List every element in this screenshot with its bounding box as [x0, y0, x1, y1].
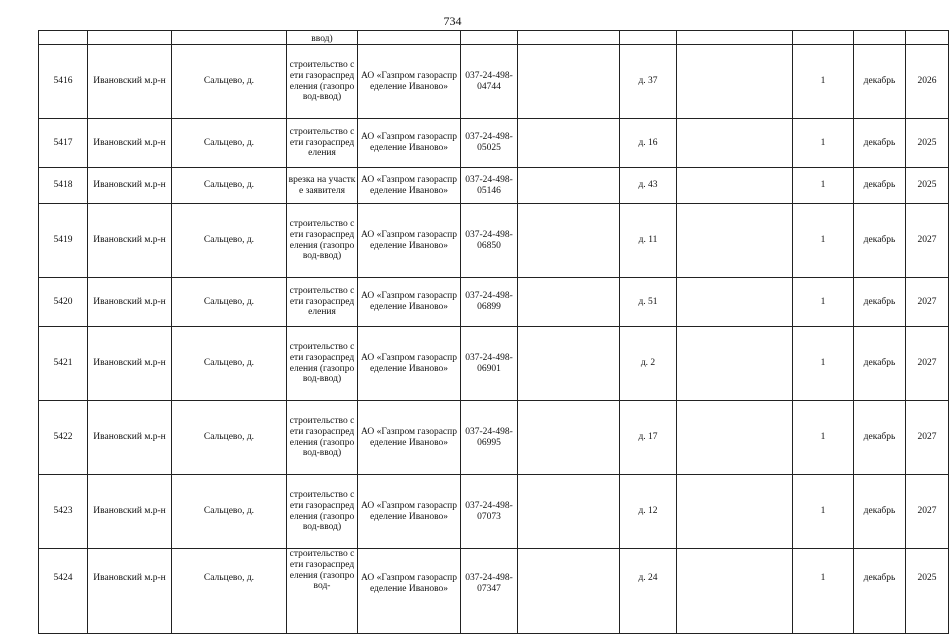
table-row: [39, 401, 949, 475]
cell-quantity: 1: [793, 204, 854, 278]
cell-empty: [518, 119, 620, 168]
cell-address: д. 12: [620, 475, 677, 549]
cell-month: декабрь: [854, 327, 906, 401]
cell-row-number: 5420: [39, 278, 88, 327]
registry-table: [38, 30, 949, 634]
cell-locality: Сальцево, д.: [172, 549, 287, 634]
cell-empty: [677, 475, 793, 549]
cell-empty: [677, 549, 793, 634]
cell-locality: Сальцево, д.: [172, 168, 287, 204]
cell-empty: [793, 31, 854, 45]
cell-empty: [677, 278, 793, 327]
cell-empty: [518, 168, 620, 204]
cell-empty: [518, 45, 620, 119]
table-row: [39, 168, 949, 204]
cell-application-code: 037-24-498-04744: [461, 45, 518, 119]
cell-empty: [677, 401, 793, 475]
cell-year: 2027: [906, 278, 949, 327]
table-row: [39, 475, 949, 549]
cell-address: д. 24: [620, 549, 677, 634]
cell-empty: [518, 327, 620, 401]
cell-organization: АО «Газпром газораспределение Иваново»: [358, 475, 461, 549]
cell-application-code: 037-24-498-06850: [461, 204, 518, 278]
cell-work-type: строительство сети газораспределения (газопровод-ввод): [287, 401, 358, 475]
cell-organization: АО «Газпром газораспределение Иваново»: [358, 119, 461, 168]
cell-application-code: 037-24-498-05146: [461, 168, 518, 204]
cell-locality: Сальцево, д.: [172, 475, 287, 549]
cell-month: декабрь: [854, 204, 906, 278]
cell-year: 2027: [906, 204, 949, 278]
cell-address: д. 11: [620, 204, 677, 278]
cell-work-type: строительство сети газораспределения (газопровод-ввод): [287, 204, 358, 278]
cell-application-code: 037-24-498-05025: [461, 119, 518, 168]
cell-empty: [677, 31, 793, 45]
cell-district: Ивановский м.р-н: [88, 475, 172, 549]
cell-row-number: 5422: [39, 401, 88, 475]
cell-address: д. 37: [620, 45, 677, 119]
cell-quantity: 1: [793, 475, 854, 549]
cell-application-code: 037-24-498-07347: [461, 549, 518, 634]
cell-address: д. 17: [620, 401, 677, 475]
cell-empty: [677, 45, 793, 119]
cell-application-code: 037-24-498-06899: [461, 278, 518, 327]
cell-address: д. 51: [620, 278, 677, 327]
cell-empty: [854, 31, 906, 45]
cell-month: декабрь: [854, 119, 906, 168]
cell-district: Ивановский м.р-н: [88, 401, 172, 475]
cell-row-number: 5424: [39, 549, 88, 634]
cell-year: 2027: [906, 327, 949, 401]
table-row-fragment: [39, 31, 949, 45]
cell-work-type: ввод): [287, 31, 358, 45]
cell-row-number: 5423: [39, 475, 88, 549]
cell-locality: Сальцево, д.: [172, 278, 287, 327]
cell-row-number: 5417: [39, 119, 88, 168]
cell-empty: [677, 204, 793, 278]
cell-month: декабрь: [854, 45, 906, 119]
cell-locality: Сальцево, д.: [172, 327, 287, 401]
table-row: [39, 45, 949, 119]
cell-address: д. 43: [620, 168, 677, 204]
cell-row-number: 5416: [39, 45, 88, 119]
cell-month: декабрь: [854, 475, 906, 549]
cell-quantity: 1: [793, 401, 854, 475]
cell-organization: АО «Газпром газораспределение Иваново»: [358, 204, 461, 278]
cell-row-number: 5421: [39, 327, 88, 401]
cell-quantity: 1: [793, 168, 854, 204]
cell-empty: [518, 31, 620, 45]
cell-empty: [677, 168, 793, 204]
cell-quantity: 1: [793, 278, 854, 327]
cell-year: 2025: [906, 119, 949, 168]
cell-organization: АО «Газпром газораспределение Иваново»: [358, 168, 461, 204]
cell-work-type: строительство сети газораспределения (газопровод-ввод): [287, 45, 358, 119]
cell-empty: [677, 327, 793, 401]
cell-quantity: 1: [793, 327, 854, 401]
cell-organization: АО «Газпром газораспределение Иваново»: [358, 401, 461, 475]
cell-quantity: 1: [793, 549, 854, 634]
cell-address: д. 2: [620, 327, 677, 401]
cell-address: д. 16: [620, 119, 677, 168]
cell-work-type: строительство сети газораспределения (газопровод-: [287, 549, 358, 634]
cell-work-type: врезка на участке заявителя: [287, 168, 358, 204]
cell-locality: Сальцево, д.: [172, 204, 287, 278]
cell-empty: [358, 31, 461, 45]
cell-month: декабрь: [854, 549, 906, 634]
cell-month: декабрь: [854, 401, 906, 475]
cell-empty: [39, 31, 88, 45]
cell-application-code: 037-24-498-06995: [461, 401, 518, 475]
cell-empty: [906, 31, 949, 45]
cell-organization: АО «Газпром газораспределение Иваново»: [358, 278, 461, 327]
cell-empty: [461, 31, 518, 45]
cell-organization: АО «Газпром газораспределение Иваново»: [358, 549, 461, 634]
cell-locality: Сальцево, д.: [172, 119, 287, 168]
cell-district: Ивановский м.р-н: [88, 45, 172, 119]
cell-district: Ивановский м.р-н: [88, 168, 172, 204]
cell-month: декабрь: [854, 278, 906, 327]
cell-district: Ивановский м.р-н: [88, 278, 172, 327]
cell-year: 2027: [906, 401, 949, 475]
table-row: [39, 204, 949, 278]
cell-locality: Сальцево, д.: [172, 401, 287, 475]
cell-work-type: строительство сети газораспределения: [287, 119, 358, 168]
cell-row-number: 5418: [39, 168, 88, 204]
cell-quantity: 1: [793, 45, 854, 119]
cell-year: 2025: [906, 168, 949, 204]
table-row: [39, 327, 949, 401]
cell-empty: [88, 31, 172, 45]
cell-empty: [518, 401, 620, 475]
cell-organization: АО «Газпром газораспределение Иваново»: [358, 327, 461, 401]
cell-year: 2027: [906, 475, 949, 549]
cell-empty: [518, 475, 620, 549]
cell-row-number: 5419: [39, 204, 88, 278]
cell-empty: [518, 278, 620, 327]
cell-organization: АО «Газпром газораспределение Иваново»: [358, 45, 461, 119]
cell-month: декабрь: [854, 168, 906, 204]
cell-empty: [172, 31, 287, 45]
table-row: [39, 549, 949, 634]
cell-work-type: строительство сети газораспределения (газопровод-ввод): [287, 475, 358, 549]
cell-empty: [518, 204, 620, 278]
cell-district: Ивановский м.р-н: [88, 204, 172, 278]
cell-work-type: строительство сети газораспределения (газопровод-ввод): [287, 327, 358, 401]
cell-district: Ивановский м.р-н: [88, 119, 172, 168]
table-row: [39, 278, 949, 327]
cell-application-code: 037-24-498-07073: [461, 475, 518, 549]
cell-year: 2026: [906, 45, 949, 119]
cell-locality: Сальцево, д.: [172, 45, 287, 119]
cell-empty: [620, 31, 677, 45]
table-body: [39, 31, 949, 634]
cell-empty: [677, 119, 793, 168]
cell-quantity: 1: [793, 119, 854, 168]
cell-application-code: 037-24-498-06901: [461, 327, 518, 401]
cell-year: 2025: [906, 549, 949, 634]
cell-district: Ивановский м.р-н: [88, 549, 172, 634]
table-row: [39, 119, 949, 168]
cell-empty: [518, 549, 620, 634]
page-number: 734: [443, 14, 462, 28]
cell-district: Ивановский м.р-н: [88, 327, 172, 401]
cell-work-type: строительство сети газораспределения: [287, 278, 358, 327]
